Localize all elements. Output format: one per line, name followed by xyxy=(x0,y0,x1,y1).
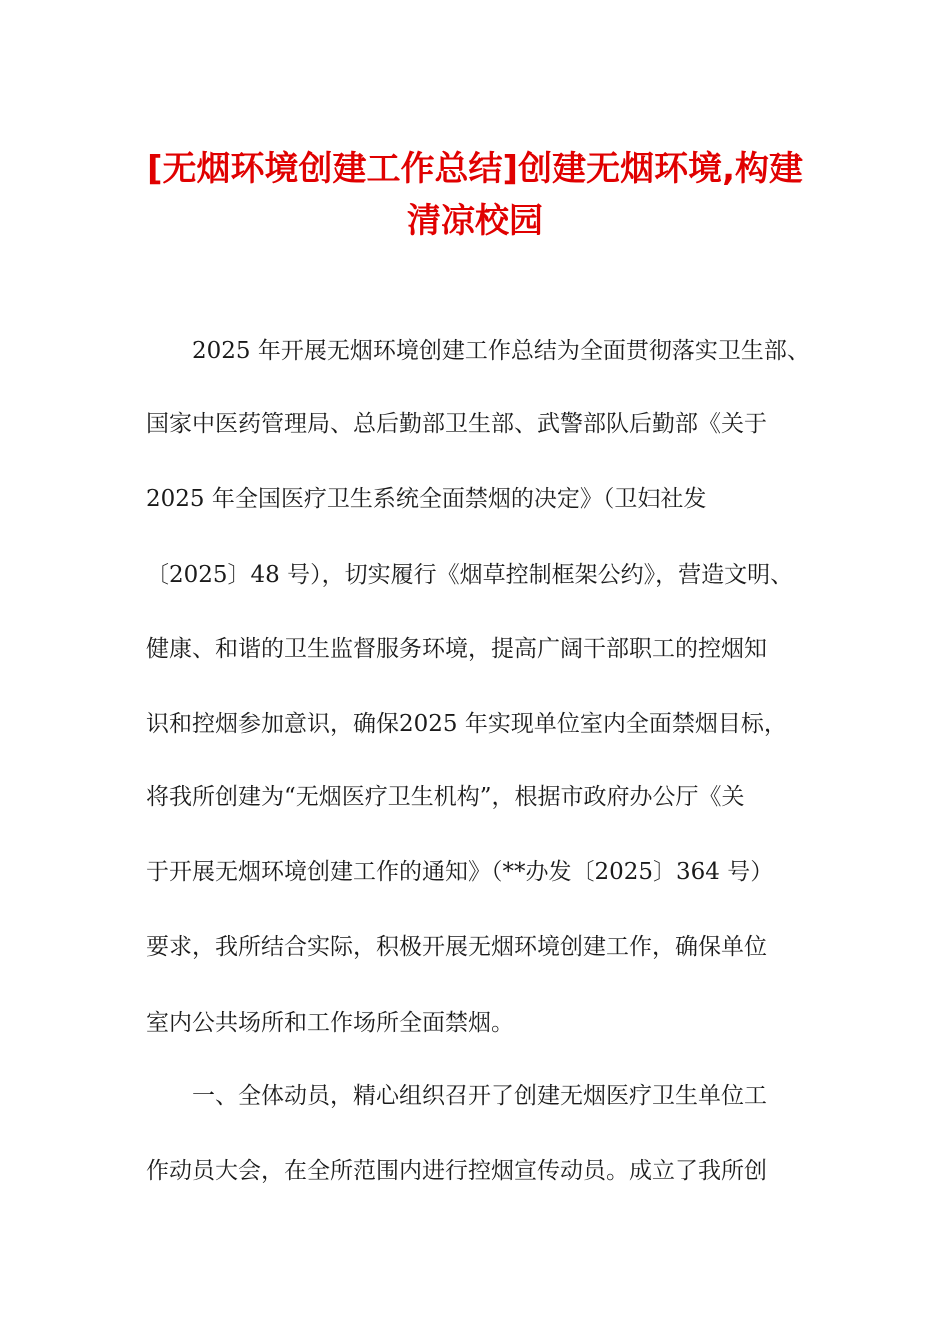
paragraph-line: 健康、和谐的卫生监督服务环境，提高广阔干部职工的控烟知 xyxy=(146,636,767,662)
document-title xyxy=(100,143,850,247)
paragraph-line: 室内公共场所和工作场所全面禁烟。 xyxy=(146,1010,514,1036)
paragraph-line: 识和控烟参加意识，确保2025 年实现单位室内全面禁烟目标， xyxy=(146,711,787,737)
paragraph-line: 要求，我所结合实际，积极开展无烟环境创建工作，确保单位 xyxy=(146,934,767,960)
paragraph-line: 2025 年全国医疗卫生系统全面禁烟的决定》（卫妇社发 xyxy=(146,486,707,512)
paragraph-line: 一、全体动员，精心组织召开了创建无烟医疗卫生单位工 xyxy=(192,1083,767,1109)
paragraph-line: 于开展无烟环境创建工作的通知》（**办发〔2025〕364 号） xyxy=(146,859,774,885)
title-line-2: 清凉校园 xyxy=(407,201,543,241)
paragraph-line: 将我所创建为“无烟医疗卫生机构”，根据市政府办公厅《关 xyxy=(146,784,745,810)
title-line-1: [无烟环境创建工作总结]创建无烟环境,构建 xyxy=(147,149,803,189)
paragraph-line: 2025 年开展无烟环境创建工作总结为全面贯彻落实卫生部、 xyxy=(192,338,810,364)
paragraph-line: 〔2025〕48 号），切实履行《烟草控制框架公约》，营造文明、 xyxy=(146,562,794,588)
paragraph-line: 作动员大会，在全所范围内进行控烟宣传动员。成立了我所创 xyxy=(146,1158,767,1184)
paragraph-line: 国家中医药管理局、总后勤部卫生部、武警部队后勤部《关于 xyxy=(146,411,767,437)
